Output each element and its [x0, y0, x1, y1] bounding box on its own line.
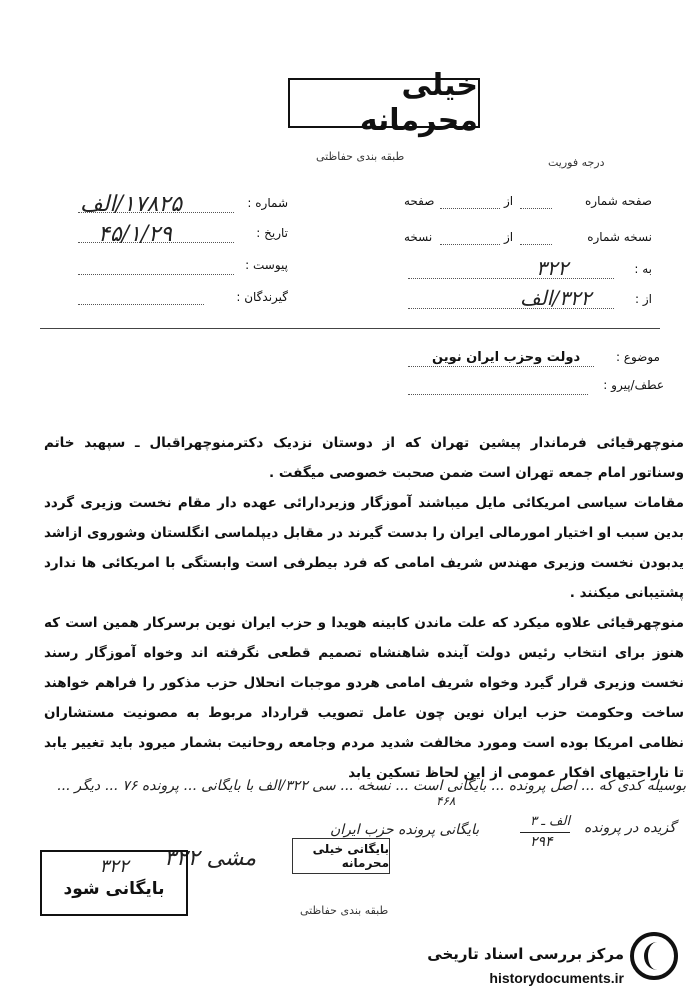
date-label: تاریخ :	[256, 226, 288, 240]
signature: مشی ۳۲۲	[164, 846, 257, 871]
subject-label: موضوع :	[615, 350, 660, 364]
body-paragraph-3: منوچهرقیائی علاوه میکرد که علت ماندن کابینه هویدا و حزب ایران نوین برسرکار همین است که هنوز برای انتخاب رئیس دولت آینده شاهنشاه تصمیم قطعی نگرفته اند وخواه آموزگار رسند نخست وزیری قرار گیرد وخواه شریف امامی هردو موجبات انحلال حزب مذکور را فراهم خواهند ساخت وحکومت حزب ایران نوین چون عامل تصویب قرارداد مربوط به مصونیت مستشاران نظامی امریکا بوده است ومورد مخالفت شدید مردم وجامعه روحانیت بشمار میرود باید تغییر یابد تا ناراحتیهای افکار عمومی از این لحاظ تسکین یابد	[44, 615, 684, 781]
archive-box	[40, 850, 188, 916]
urgency-label: درجه فوریت	[548, 156, 605, 169]
body-paragraph-1: منوچهرقیائی فرماندار پیشین تهران که از دوستان نزدیک دکترمنوچهراقبال ـ سپهبد خاتم وسناتور امام جمعه تهران است ضمن صحبت خصوصی میگفت .	[44, 435, 684, 481]
subject-dots	[408, 366, 594, 367]
fraction-line	[520, 832, 570, 833]
page-from-label: از	[504, 194, 514, 208]
handwritten-note-2: گزیده در پرونده	[584, 820, 676, 836]
recipients-label: گیرندگان :	[236, 290, 288, 304]
date-value: ۴۵/۱/۲۹	[98, 222, 172, 247]
handwritten-note-3: بایگانی پرونده حزب ایران	[330, 822, 480, 838]
body-paragraph-2: مقامات سیاسی امریکائی مایل میباشند آموزگار وزیردارائی عهده دار مقام نخست وزیری گردد بدین سبب او اختیار امورمالی ایران را بدست گیرند در مقابل دیپلماسی انگلستان وشوروی ازاشد یدبودن نخست وزیری مهندس شریف امامی که فرد بیطرفی است وابستگی با امریکائی ها ندارد پشتیبانی میکنند .	[44, 495, 684, 601]
subject-value: دولت وحزب ایران نوین	[432, 350, 581, 365]
to-value: ۳۲۲	[536, 256, 569, 280]
page-number-label: صفحه شماره	[585, 194, 652, 208]
page-dots-1	[520, 208, 552, 209]
archive-box-number: ۳۲۲	[99, 856, 129, 877]
handwritten-code-2: الف ـ ۳	[530, 814, 571, 829]
to-dots	[408, 278, 614, 279]
number-value: ۱۷۸۲۵/الف	[80, 192, 183, 217]
attachment-label: پیوست :	[245, 258, 288, 272]
header-separator	[40, 328, 660, 329]
page-suffix: صفحه	[404, 194, 435, 208]
classification-stamp	[288, 68, 480, 138]
reference-dots	[408, 394, 588, 395]
handwritten-note-1: بوسیله کدی که ... اصل پرونده ... بایگانی است ... نسخه ... سی ۳۲۲/الف با بایگانی ... پرونده ۷۶ ... دیگر ...	[56, 778, 686, 794]
recipients-dots	[78, 304, 204, 305]
copy-from-label: از	[504, 230, 514, 244]
letter-body	[44, 428, 684, 788]
copy-suffix: نسخه	[404, 230, 433, 244]
copy-dots-1	[520, 244, 552, 245]
attachment-dots	[78, 274, 234, 275]
footer-classification-label: طبقه بندی حفاظتی	[300, 904, 389, 917]
archive-stamp	[292, 838, 390, 874]
handwritten-code-1: ۴۶۸	[436, 794, 456, 808]
copy-dots-2	[440, 244, 500, 245]
from-value: ۳۲۲/الف	[520, 286, 592, 310]
copy-number-label: نسخه شماره	[587, 230, 652, 244]
history-documents-logo-icon	[630, 932, 678, 980]
org-url: historydocuments.ir	[489, 970, 624, 986]
number-label: شماره :	[247, 196, 288, 210]
stamp-title: خیلی محرمانه	[359, 68, 478, 138]
to-label: به :	[634, 262, 652, 276]
page-dots-2	[440, 208, 500, 209]
archive-box-text: بایگانی شود	[63, 879, 165, 899]
reference-label: عطف/پیرو :	[603, 378, 664, 392]
handwritten-code-3: ۲۹۴	[530, 834, 553, 850]
from-label: از :	[635, 292, 652, 306]
org-name: مرکز بررسی اسناد تاریخی	[427, 945, 624, 963]
archive-stamp-text: بایگانی خیلی محرمانه	[312, 842, 389, 870]
classification-label: طبقه بندی حفاظتی	[316, 150, 405, 163]
